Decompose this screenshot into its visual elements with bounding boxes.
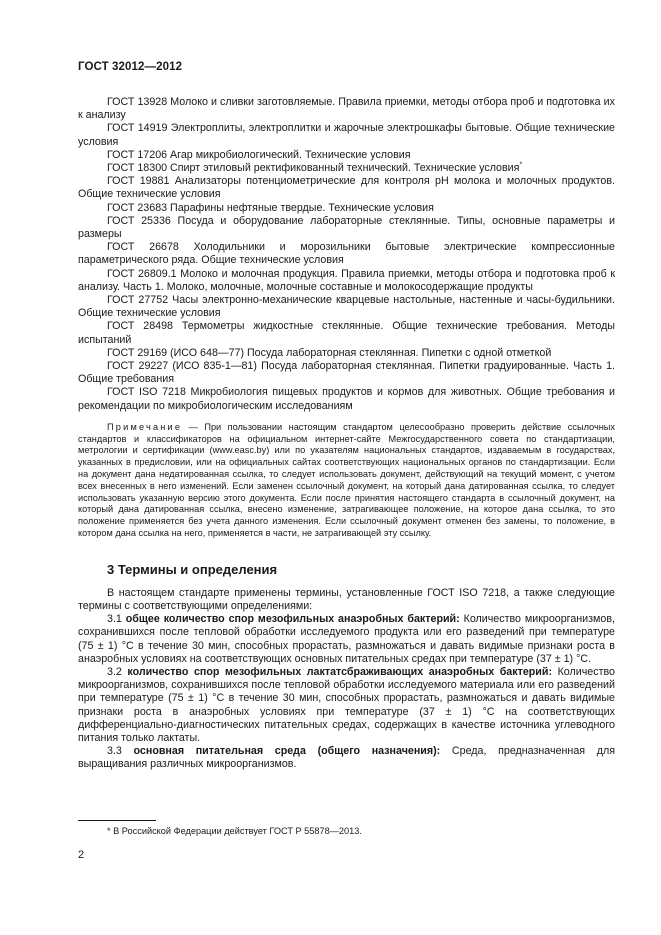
reference-item: ГОСТ 29169 (ИСО 648—77) Посуда лабораторная стеклянная. Пипетки с одной отметкой: [107, 346, 552, 359]
note-text: — При пользовании настоящим стандартом целесообразно проверить действие ссылочных стандартов и классификаторов на официальном интернет-сайте Межгосударственного совета по стандартизации, метрологии и сертификации (www.easc.by) или по указателям национальных стандартов, издаваемым в государствах, указанных в предисловии, или на официальных сайтах соответствующих национальных органов по стандартизации. Если на документ дана недатированная ссылка, то следует использовать документ, действующий на текущий момент, с учетом всех внесенных в него изменений. Если заменен ссылочный документ, на который дана датированная ссылка, то следует использовать указанную версию этого документа. Если после принятия настоящего стандарта в ссылочный документ, на который дана датированная ссылка, внесено изменение, затрагивающее положение, на которое дана ссылка, то это положение применяется без учета данного изменения. Если ссылочный документ отменен без замены, то положение, в котором дана ссылка на него, применяется в части, не затрагивающей эту ссылку.: [78, 421, 615, 539]
reference-item: ГОСТ 29227 (ИСО 835-1—81) Посуда лабораторная стеклянная. Пипетки градуированные. Часть 1. Общие требования: [78, 360, 615, 386]
reference-item: ГОСТ 26678 Холодильники и морозильники бытовые электрические компрессионные параметрического ряда. Общие технические условия: [78, 241, 615, 267]
reference-item: [78, 162, 615, 175]
document-body: [78, 96, 615, 772]
term-number: 3.3: [107, 745, 122, 758]
reference-text: ГОСТ 18300 Спирт этиловый ректификованный технический. Технические условия: [107, 162, 520, 175]
reference-item: ГОСТ 13928 Молоко и сливки заготовляемые. Правила приемки, методы отбора проб и подготовка их к анализу: [78, 96, 615, 122]
footnote: * В Российской Федерации действует ГОСТ Р 55878—2013.: [107, 826, 362, 836]
reference-item: ГОСТ 28498 Термометры жидкостные стеклянные. Общие технические требования. Методы испытаний: [78, 320, 615, 346]
note-paragraph: [78, 422, 615, 540]
reference-item: ГОСТ 25336 Посуда и оборудование лабораторные стеклянные. Типы, основные параметры и размеры: [78, 214, 615, 241]
term-name: основная питательная среда (общего назначения):: [133, 745, 441, 758]
footnote-divider: [78, 820, 156, 821]
reference-item: ГОСТ 19881 Анализаторы потенциометрические для контроля рН молока и молочных продуктов. Общие технические условия: [78, 175, 615, 201]
section-title: 3 Термины и определения: [107, 561, 278, 577]
term-entry: [78, 613, 615, 666]
section-intro: В настоящем стандарте применены термины, установленные ГОСТ ISO 7218, а также следующие термины с соответствующими определениями:: [78, 586, 615, 613]
reference-item: ГОСТ 23683 Парафины нефтяные твердые. Технические условия: [107, 201, 434, 214]
note-label: Примечание: [107, 421, 183, 432]
footnote-marker: *: [519, 161, 523, 169]
reference-item: ГОСТ 14919 Электроплиты, электроплитки и жарочные электрошкафы бытовые. Общие технические условия: [78, 122, 615, 148]
term-entry: [78, 666, 615, 745]
term-number: 3.2: [107, 666, 122, 679]
term-definition: Количество микроорганизмов, сохранившихся после тепловой обработки исследуемого материала или его разведений при температуре (75 ± 1) °С в течение 30 мин, способных прорастать, размножаться и давать видимые признаки роста в анаэробных условиях при температуре (37 ± 1) °С на соответствующих дифференциально-диагностических питательных средах, содержащих в качестве источника углеводного питания только лактаты.: [78, 666, 615, 745]
reference-item: ГОСТ 26809.1 Молоко и молочная продукция. Правила приемки, методы отбора и подготовка проб к анализу. Часть 1. Молоко, молочные, молочные составные и молокосодержащие продукты: [78, 267, 615, 293]
reference-item: ГОСТ 17206 Агар микробиологический. Технические условия: [107, 148, 411, 161]
page-header: ГОСТ 32012—2012: [78, 61, 183, 73]
term-number: 3.1: [107, 613, 122, 626]
term-name: общее количество спор мезофильных анаэробных бактерий:: [125, 613, 460, 626]
term-name: количество спор мезофильных лактатсбраживающих анаэробных бактерий:: [127, 666, 553, 679]
reference-item: ГОСТ ISO 7218 Микробиология пищевых продуктов и кормов для животных. Общие требования и рекомендации по микробиологическим исследованиям: [78, 386, 615, 412]
page-number: 2: [78, 849, 85, 861]
term-definition: Среда, предназначенная для выращивания различных микроорганизмов.: [78, 745, 615, 771]
reference-item: ГОСТ 27752 Часы электронно-механические кварцевые настольные, настенные и часы-будильники. Общие технические условия: [78, 294, 615, 320]
term-entry: [78, 745, 615, 771]
term-definition: Количество микроорганизмов, сохранившихся после тепловой обработки исследуемого продукта или его разведений при температуре (75 ± 1) °С в течение 30 мин, способных прорастать, размножаться и давать видимые признаки роста в анаэробных условиях на соответствующих основных питательных средах при температуре (37 ± 1) °С.: [78, 613, 615, 665]
